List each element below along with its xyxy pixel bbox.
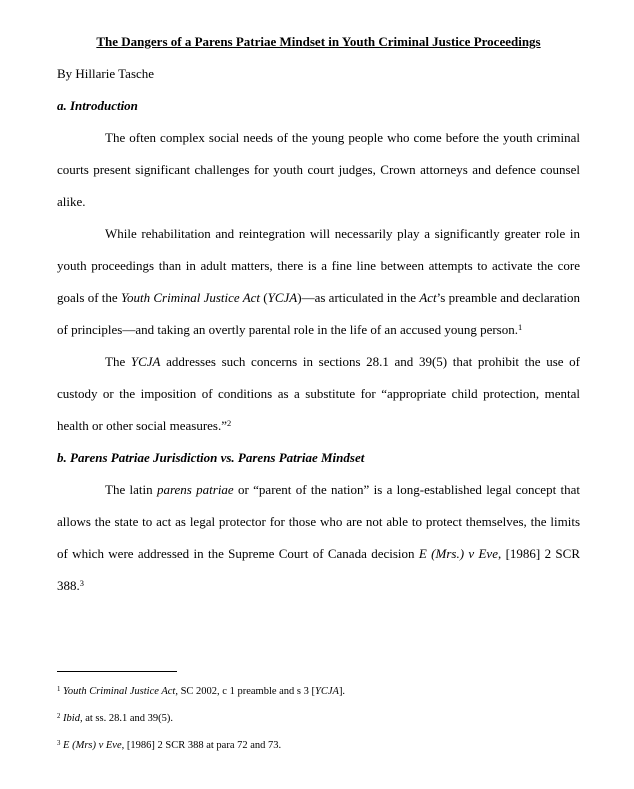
byline: By Hillarie Tasche — [57, 66, 155, 81]
paragraph — [57, 346, 580, 442]
text-run: , [1986] 2 SCR 388 at para 72 and 73. — [121, 740, 282, 751]
paragraph — [57, 218, 580, 346]
text-run: ]. — [338, 686, 346, 697]
text-run: , SC 2002, c 1 preamble and s 3 [ — [175, 686, 316, 697]
footnote-reference: 2 — [227, 418, 232, 429]
body-text — [57, 90, 580, 602]
text-run: While rehabilitation and reintegration will necessarily play a significantly greater role in youth proceedings than in adult matters, there is a fine line between attempts to activate the core goals of the — [57, 226, 580, 305]
footnote-reference: 3 — [79, 578, 84, 589]
footnote-reference: 1 — [518, 322, 523, 333]
document-content — [57, 0, 580, 602]
text-run: at ss. 28.1 and 39(5). — [82, 713, 173, 724]
document-title: The Dangers of a Parens Patriae Mindset in Youth Criminal Justice Proceedings — [96, 34, 541, 49]
text-run: The latin — [105, 482, 157, 497]
footnote-section — [57, 671, 580, 759]
text-run: YCJA — [267, 290, 298, 305]
text-run: E (Mrs.) v Eve — [418, 546, 498, 561]
footnote — [57, 732, 580, 759]
text-run: Act — [419, 290, 437, 305]
footnote-reference: 3 — [57, 739, 61, 747]
text-run: Youth Criminal Justice Act — [120, 290, 261, 305]
text-run: YCJA — [315, 686, 339, 697]
text-run: a. Introduction — [57, 98, 138, 113]
text-run: ( — [260, 290, 268, 305]
footnote — [57, 678, 580, 705]
text-run: E (Mrs) v Eve — [63, 740, 122, 751]
footnote-reference: 2 — [57, 712, 61, 720]
text-run: )—as articulated in the — [297, 290, 420, 305]
paragraph — [57, 122, 580, 218]
text-run: parens patriae — [156, 482, 234, 497]
footnote-list — [57, 678, 580, 759]
paragraph — [57, 474, 580, 602]
text-run: The — [105, 354, 131, 369]
text-run: YCJA — [130, 354, 161, 369]
section-heading — [57, 442, 580, 474]
text-run: ’s preamble and declaration of principles—and taking an overtly parental role in the life of an accused young person. — [57, 290, 580, 337]
text-run: addresses such concerns in sections 28.1 and 39(5) that prohibit the use of custody or the imposition of conditions as a substitute for “appropriate child protection, mental health or other social measures.” — [57, 354, 580, 433]
section-heading — [57, 90, 580, 122]
footnote-reference: 1 — [57, 685, 61, 693]
text-run: Ibid, — [63, 713, 83, 724]
footnote-separator — [57, 671, 177, 672]
text-run: b. Parens Patriae Jurisdiction vs. Parens Patriae Mindset — [57, 450, 365, 465]
text-run: Youth Criminal Justice Act — [63, 686, 176, 697]
footnote — [57, 705, 580, 732]
text-run: or “parent of the nation” is a long-established legal concept that allows the state to act as legal protector for those who are not able to protect themselves, the limits of which were addressed in the Supreme Court of Canada decision — [57, 482, 580, 561]
text-run: , [1986] 2 SCR 388. — [57, 546, 580, 593]
text-run: The often complex social needs of the young people who come before the youth criminal courts present significant challenges for youth court judges, Crown attorneys and defence counsel alike. — [57, 130, 580, 209]
